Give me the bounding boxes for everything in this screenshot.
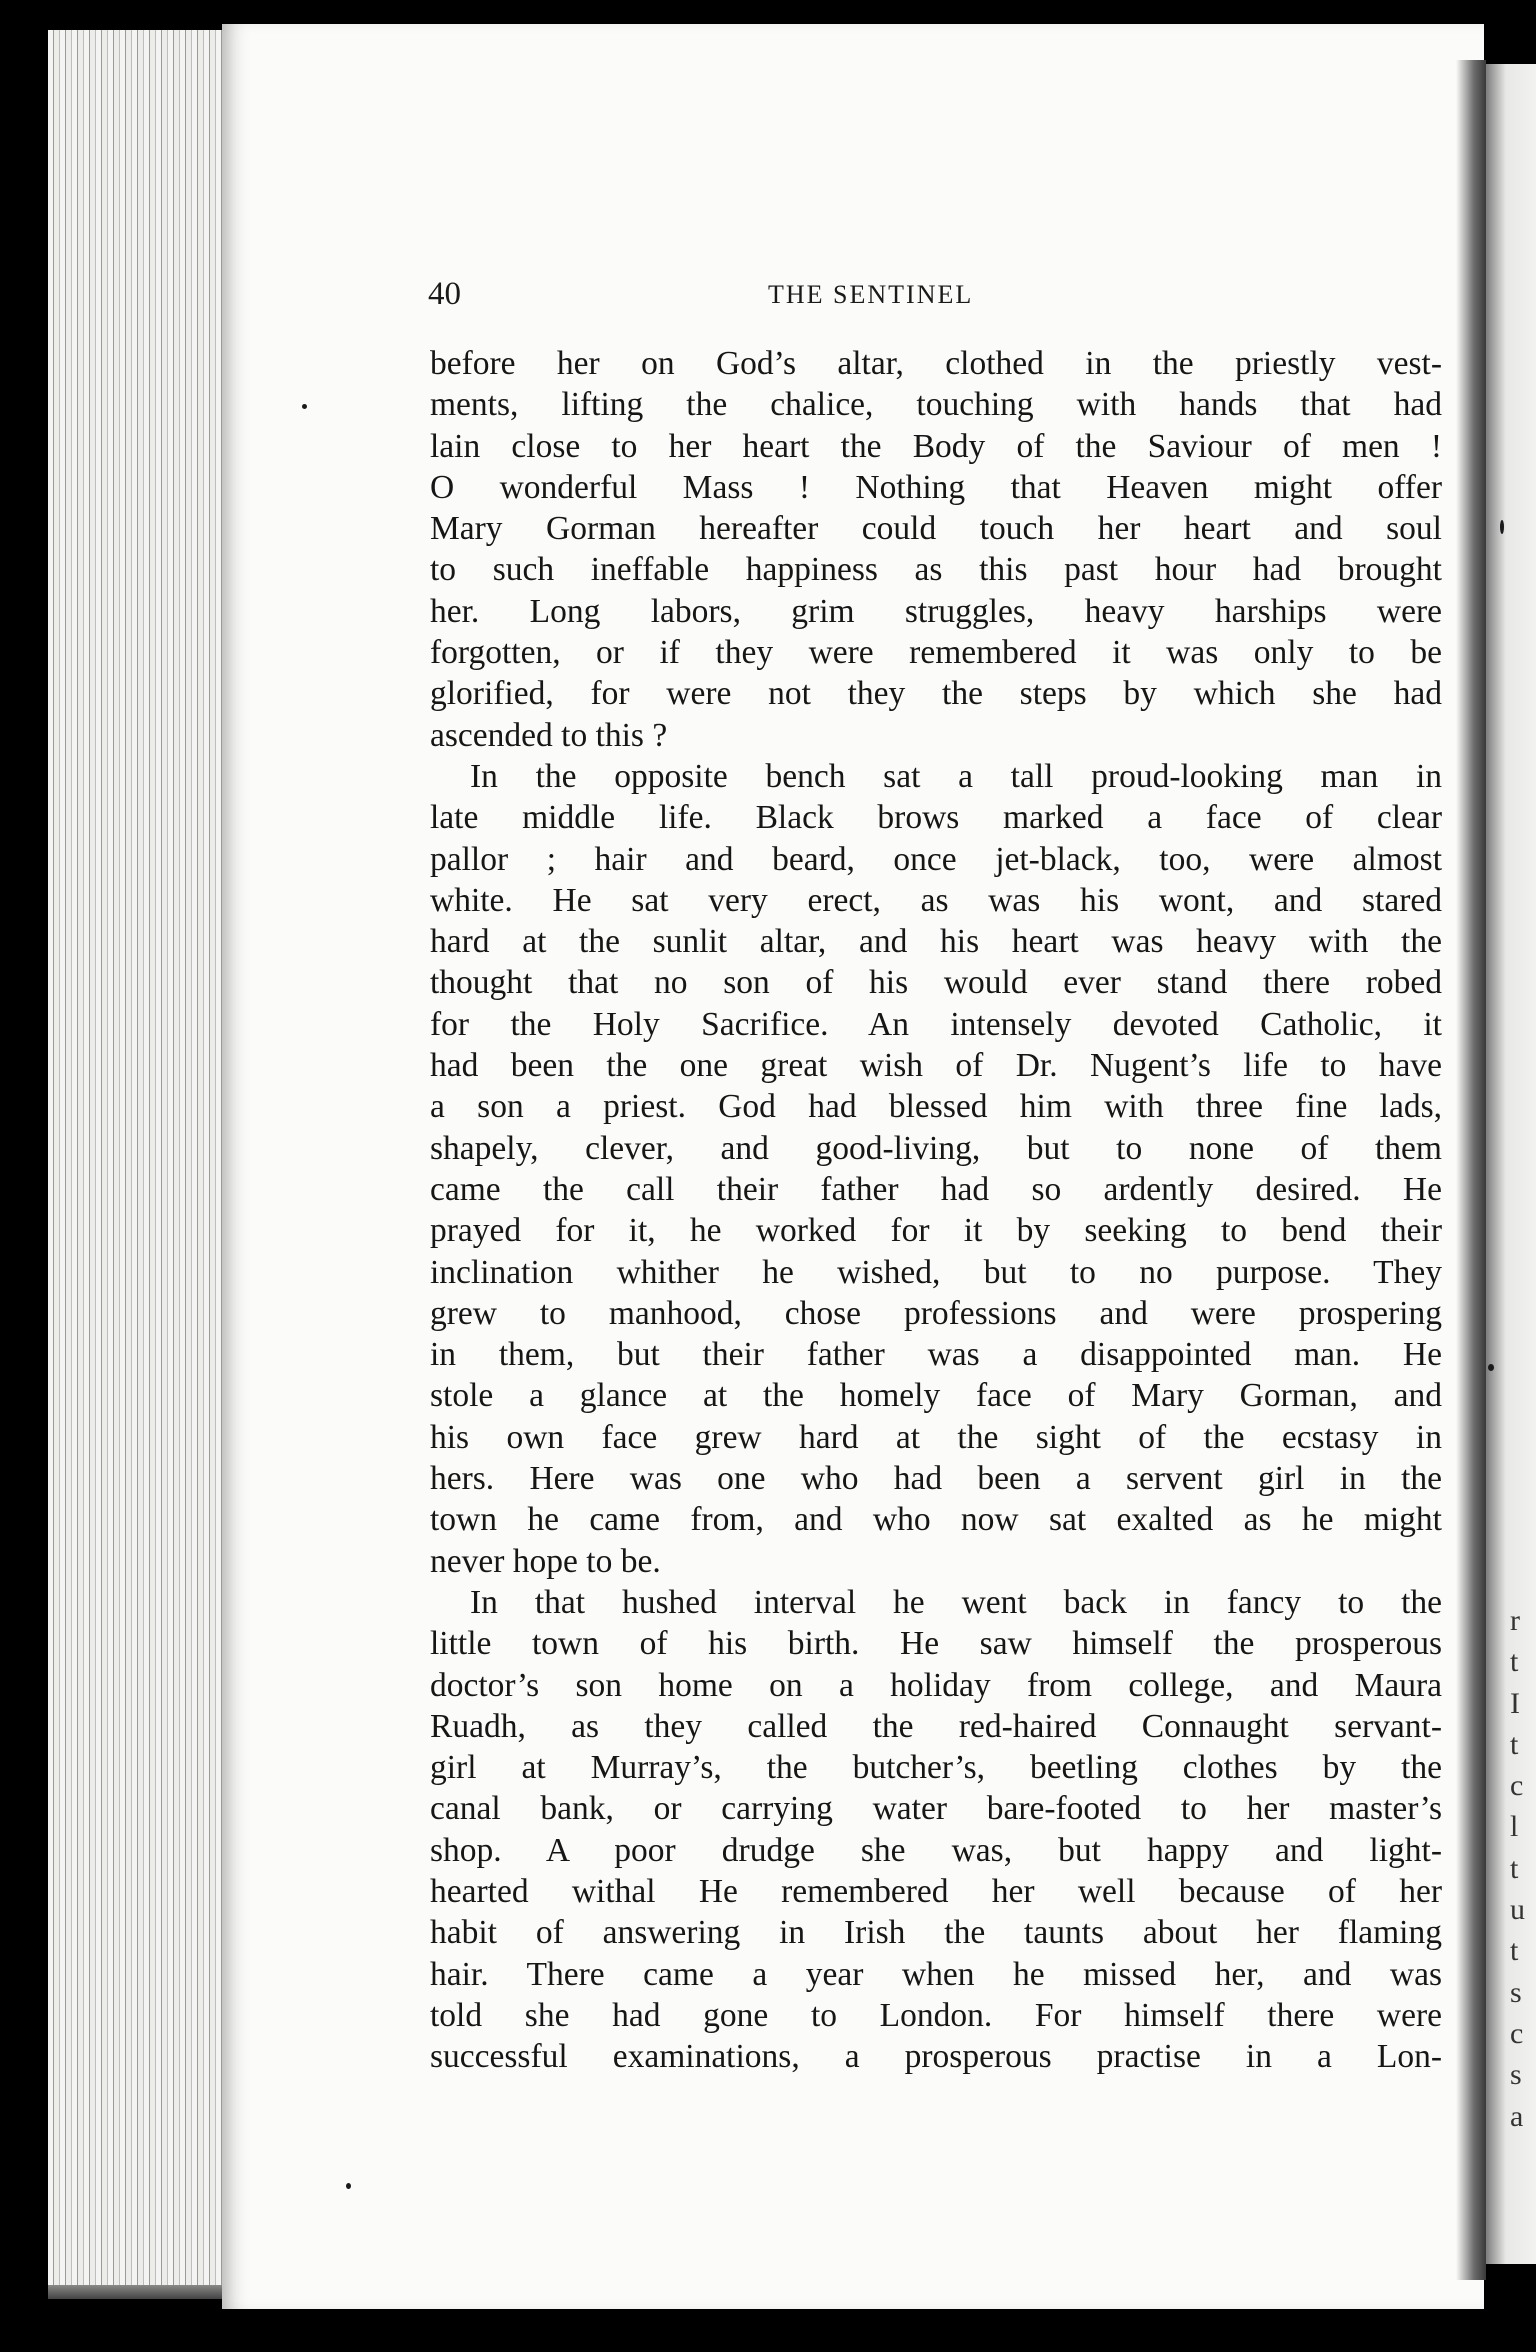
text-line: late middle life. Black brows marked a face of clear <box>430 799 1442 837</box>
facing-page-letter: r <box>1510 1604 1520 1637</box>
text-line: hair. There came a year when he missed her, and was <box>430 1955 1442 1993</box>
text-line: in them, but their father was a disappointed man. He <box>430 1336 1442 1374</box>
page-stack-bottom <box>48 2285 248 2299</box>
text-line: his own face grew hard at the sight of the ecstasy in <box>430 1418 1442 1456</box>
text-line: a son a priest. God had blessed him with three fine lads, <box>430 1088 1442 1126</box>
text-line: lain close to her heart the Body of the Saviour of men ! <box>430 427 1442 465</box>
facing-page-letter: t <box>1510 1934 1519 1968</box>
text-line: her. Long labors, grim struggles, heavy harships were <box>430 592 1442 630</box>
text-line: little town of his birth. He saw himself the prosperous <box>430 1625 1442 1663</box>
text-line: shop. A poor drudge she was, but happy and light- <box>430 1831 1442 1869</box>
paragraph-first-line: In the opposite bench sat a tall proud-looking man in <box>470 757 1442 795</box>
text-line: hearted withal He remembered her well because of her <box>430 1872 1442 1910</box>
facing-page-text <box>1510 1600 1536 2137</box>
text-line: O wonderful Mass ! Nothing that Heaven might offer <box>430 468 1442 506</box>
running-title: THE SENTINEL <box>768 280 974 309</box>
dust-speck <box>302 404 307 409</box>
text-line: hers. Here was one who had been a servent girl in the <box>430 1460 1442 1498</box>
text-line: Mary Gorman hereafter could touch her heart and soul <box>430 510 1442 548</box>
text-line: Ruadh, as they called the red-haired Connaught servant- <box>430 1707 1442 1745</box>
text-line: canal bank, or carrying water bare-footed to her master’s <box>430 1790 1442 1828</box>
text-line: town he came from, and who now sat exalted as he might <box>430 1501 1442 1539</box>
facing-page-letter: l <box>1510 1810 1519 1844</box>
text-line: ments, lifting the chalice, touching with hands that had <box>430 386 1442 424</box>
text-line: for the Holy Sacrifice. An intensely devoted Catholic, it <box>430 1005 1442 1043</box>
text-line: grew to manhood, chose professions and were prospering <box>430 1294 1442 1332</box>
facing-page-letter: t <box>1510 1645 1519 1679</box>
text-line: had been the one great wish of Dr. Nugent’s life to have <box>430 1047 1442 1085</box>
text-line: never hope to be. <box>430 1542 661 1580</box>
text-line: forgotten, or if they were remembered it was only to be <box>430 634 1442 672</box>
facing-page-letter: t <box>1510 1727 1519 1761</box>
text-line: stole a glance at the homely face of Mary Gorman, and <box>430 1377 1442 1415</box>
text-line: successful examinations, a prosperous practise in a Lon- <box>430 2038 1442 2076</box>
text-line: hard at the sunlit altar, and his heart was heavy with the <box>430 923 1442 961</box>
text-line: inclination whither he wished, but to no purpose. They <box>430 1253 1442 1291</box>
facing-page-letter: c <box>1510 2016 1524 2050</box>
dust-speck <box>1500 520 1504 534</box>
text-line: habit of answering in Irish the taunts about her flaming <box>430 1914 1442 1952</box>
facing-page-letter: a <box>1510 2099 1524 2133</box>
facing-page-letter: c <box>1510 1769 1524 1803</box>
text-line: pallor ; hair and beard, once jet-black, too, were almost <box>430 840 1442 878</box>
page-header <box>428 276 1442 326</box>
text-line: told she had gone to London. For himself there were <box>430 1996 1442 2034</box>
text-line: girl at Murray’s, the butcher’s, beetling clothes by the <box>430 1749 1442 1787</box>
text-line: glorified, for were not they the steps by which she had <box>430 675 1442 713</box>
text-line: ascended to this ? <box>430 716 668 754</box>
facing-page-letter: I <box>1510 1686 1520 1720</box>
facing-page-letter: s <box>1510 2058 1522 2092</box>
facing-page-letter: t <box>1510 1851 1519 1885</box>
facing-page-letter: u <box>1510 1893 1525 1927</box>
text-line: shapely, clever, and good-living, but to none of them <box>430 1129 1442 1167</box>
page-number: 40 <box>428 276 461 312</box>
paragraph-first-line: In that hushed interval he went back in fancy to the <box>470 1583 1442 1621</box>
page-stack-edges <box>48 30 238 2285</box>
dust-speck <box>1488 1364 1494 1371</box>
text-line: to such ineffable happiness as this past hour had brought <box>430 551 1442 589</box>
text-line: came the call their father had so ardently desired. He <box>430 1170 1442 1208</box>
dust-speck <box>346 2183 351 2189</box>
text-line: thought that no son of his would ever stand there robed <box>430 964 1442 1002</box>
facing-page-letter: s <box>1510 1975 1522 2009</box>
binding-gutter <box>1456 60 1486 2280</box>
body-text <box>430 343 1442 2077</box>
text-line: prayed for it, he worked for it by seeking to bend their <box>430 1212 1442 1250</box>
text-line: white. He sat very erect, as was his wont, and stared <box>430 881 1442 919</box>
text-line: before her on God’s altar, clothed in the priestly vest- <box>430 345 1442 382</box>
text-line: doctor’s son home on a holiday from college, and Maura <box>430 1666 1442 1704</box>
